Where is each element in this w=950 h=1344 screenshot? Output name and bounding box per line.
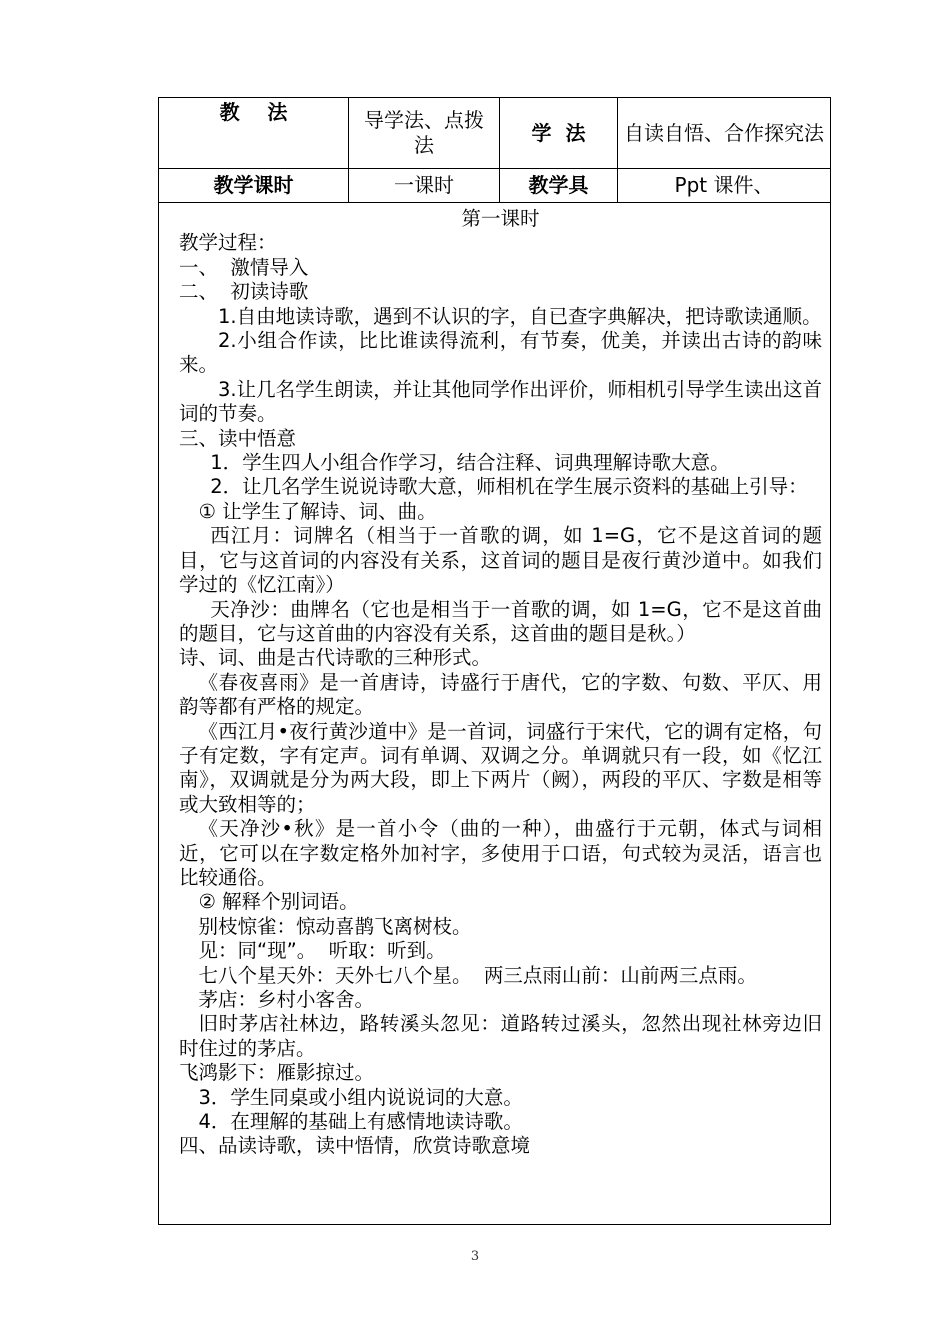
teaching-method-value: 导学法、点拨法 [349,98,500,169]
text-line: 西江月：词牌名（相当于一首歌的调，如 1=G，它不是这首词的题目，它与这首词的内容没有关系，这首词的题目是夜行黄沙道中。如我们学过的《忆江南》） [179,524,822,597]
text-line: 七八个星天外：天外七八个星。 两三点雨山前：山前两三点雨。 [198,963,757,987]
heading-4: 四、品读诗歌，读中悟情，欣赏诗歌意境 [179,1134,531,1158]
teaching-process-cell [159,203,831,1225]
text-line: 《天净沙•秋》是一首小令（曲的一种），曲盛行于元朝，体式与词相近，它可以在字数定格外加衬字，多使用于口语，句式较为灵活，语言也比较通俗。 [179,817,822,889]
text-line: 《西江月•夜行黄沙道中》是一首词，词盛行于宋代，它的调有定格，句子有定数，字有定声。词有单调、双调之分。单调就只有一段，如《忆江南》，双调就是分为两大段，即上下两片（阙），两段的平仄、字数是相等或大致相等的； [179,719,822,816]
text-line: ② 解释个别词语。 [198,890,359,914]
class-hours-label: 教学课时 [159,169,349,203]
text-line: 4．在理解的基础上有感情地读诗歌。 [198,1110,523,1134]
table-row-methods [159,98,831,169]
page-number: 3 [470,1249,480,1264]
teaching-process-content [159,203,830,1159]
text-line: 见：同“现”。 听取：听到。 [198,939,446,963]
text-line: 天净沙：曲牌名（它也是相当于一首歌的调，如 1=G，它不是这首曲的题目，它与这首曲的内容没有关系，这首曲的题目是秋。） [179,597,822,645]
heading-3: 三、读中悟意 [179,426,297,450]
heading-2: 二、 初读诗歌 [179,280,309,304]
learning-method-label: 学 法 [500,98,618,169]
table-row-process [159,203,831,1225]
text-line: 诗、词、曲是古代诗歌的三种形式。 [179,646,492,670]
text-line: 茅店：乡村小客舍。 [198,988,375,1011]
learning-method-value: 自读自悟、合作探究法 [618,98,831,169]
text-line: 2.小组合作读，比比谁读得流利，有节奏，优美，并读出古诗的韵味来。 [179,329,822,377]
text-line: 别枝惊雀：惊动喜鹊飞离树枝。 [198,914,472,938]
text-line: 2．让几名学生说说诗歌大意，师相机在学生展示资料的基础上引导： [210,475,808,499]
teaching-method-label: 教 法 [159,98,349,169]
text-line: 教学过程： [179,231,277,255]
text-line: 旧时茅店社林边，路转溪头忽见：道路转过溪头，忽然出现社林旁边旧时住过的茅店。 [179,1012,822,1060]
text-line: 飞鸿影下：雁影掠过。 [179,1061,375,1085]
teaching-aids-value: Ppt 课件、 [618,169,831,203]
text-line: ① 让学生了解诗、词、曲。 [198,499,437,523]
teaching-aids-label: 教学具 [500,169,618,203]
class-hours-value: 一课时 [349,169,500,203]
text-line: 1.自由地读诗歌，遇到不认识的字，自已查字典解决，把诗歌读通顺。 [218,304,822,328]
text-line: 1．学生四人小组合作学习，结合注释、词典理解诗歌大意。 [210,451,730,475]
table-row-hours [159,169,831,203]
text-line: 《春夜喜雨》是一首唐诗，诗盛行于唐代，它的字数、句数、平仄、用韵等都有严格的规定。 [179,670,822,719]
section-title: 第一课时 [461,207,540,230]
text-line: 3.让几名学生朗读，并让其他同学作出评价，师相机引导学生读出这首词的节奏。 [179,377,822,426]
text-line: 3．学生同桌或小组内说说词的大意。 [198,1085,523,1109]
heading-1: 一、 激情导入 [179,255,309,279]
lesson-plan-table [158,97,831,1225]
